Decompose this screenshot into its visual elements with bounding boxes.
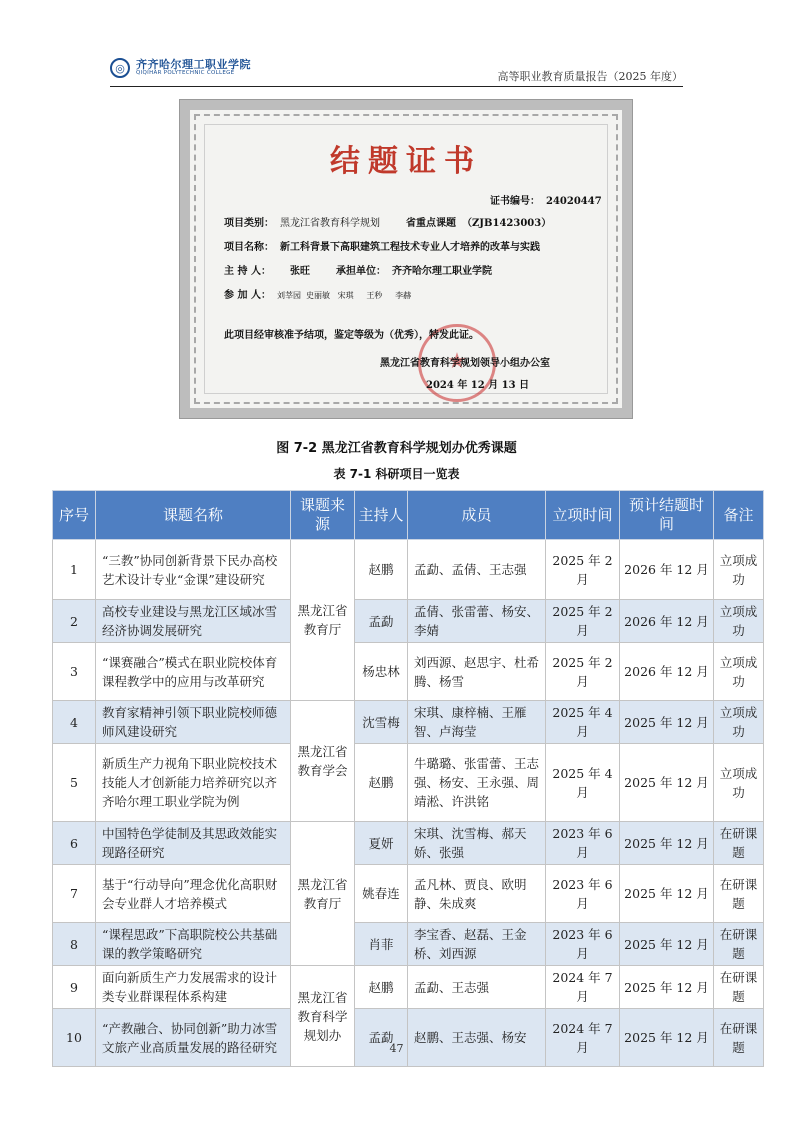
cell-title: 高校专业建设与黑龙江区域冰雪经济协调发展研究 bbox=[96, 600, 291, 643]
cell-source: 黑龙江省教育厅 bbox=[291, 822, 355, 966]
cell-note: 立项成功 bbox=[714, 600, 764, 643]
certificate-body-text: 此项目经审核准予结项，鉴定等级为（优秀），特发此证。 bbox=[224, 330, 479, 341]
cell-members: 孟勐、王志强 bbox=[408, 966, 546, 1009]
cell-host: 夏妍 bbox=[355, 822, 408, 865]
cell-members: 宋琪、沈雪梅、郝天娇、张强 bbox=[408, 822, 546, 865]
table-row bbox=[53, 600, 764, 643]
cell-title: 中国特色学徒制及其思政效能实现路径研究 bbox=[96, 822, 291, 865]
cell-title: “三教”协同创新背景下民办高校艺术设计专业“金课”建设研究 bbox=[96, 540, 291, 600]
cell-no: 9 bbox=[53, 966, 96, 1009]
header-members: 成员 bbox=[408, 491, 546, 540]
category-value: 黑龙江省教育科学规划 bbox=[280, 218, 380, 229]
cell-members: 孟倩、张雷蕾、杨安、李婧 bbox=[408, 600, 546, 643]
cell-host: 沈雪梅 bbox=[355, 701, 408, 744]
header-divider bbox=[110, 86, 683, 87]
header-host: 主持人 bbox=[355, 491, 408, 540]
key-project-label: 省重点课题 bbox=[406, 218, 456, 229]
cell-members: 刘西源、赵思宇、杜希腾、杨雪 bbox=[408, 643, 546, 701]
cell-members: 孟凡林、贾良、欧明静、朱成爽 bbox=[408, 865, 546, 923]
figure-caption: 图 7-2 黑龙江省教育科学规划办优秀课题 bbox=[276, 441, 517, 456]
cell-host: 赵鹏 bbox=[355, 744, 408, 822]
table-row bbox=[53, 744, 764, 822]
cell-no: 5 bbox=[53, 744, 96, 822]
cell-source: 黑龙江省教育学会 bbox=[291, 701, 355, 822]
cell-start: 2023 年 6 月 bbox=[546, 865, 620, 923]
cell-title: “课赛融合”模式在职业院校体育课程教学中的应用与改革研究 bbox=[96, 643, 291, 701]
logo-chinese-name: 齐齐哈尔理工职业学院 bbox=[136, 58, 251, 72]
certificate-host-row bbox=[224, 262, 492, 277]
cell-end: 2025 年 12 月 bbox=[620, 966, 714, 1009]
table-row bbox=[53, 865, 764, 923]
cell-note: 立项成功 bbox=[714, 701, 764, 744]
cell-note: 立项成功 bbox=[714, 540, 764, 600]
cell-title: 教育家精神引领下职业院校师德师风建设研究 bbox=[96, 701, 291, 744]
cell-no: 7 bbox=[53, 865, 96, 923]
page-header bbox=[110, 56, 683, 86]
college-emblem-icon: ◎ bbox=[110, 58, 130, 78]
table-row bbox=[53, 822, 764, 865]
header-no: 序号 bbox=[53, 491, 96, 540]
cell-note: 立项成功 bbox=[714, 744, 764, 822]
key-project-code: （ZJB1423003） bbox=[462, 218, 552, 229]
cell-members: 孟勐、孟倩、王志强 bbox=[408, 540, 546, 600]
report-title: 高等职业教育质量报告（2025 年度） bbox=[497, 70, 683, 83]
college-logo bbox=[110, 58, 251, 78]
cell-start: 2025 年 2 月 bbox=[546, 600, 620, 643]
cell-end: 2026 年 12 月 bbox=[620, 540, 714, 600]
cell-note: 立项成功 bbox=[714, 643, 764, 701]
cell-start: 2023 年 6 月 bbox=[546, 822, 620, 865]
page-number: 47 bbox=[389, 1042, 404, 1055]
certificate-participants-row bbox=[224, 286, 411, 301]
cell-source: 黑龙江省教育科学规划办 bbox=[291, 966, 355, 1067]
cell-title: 新质生产力视角下职业院校技术技能人才创新能力培养研究以齐齐哈尔理工职业学院为例 bbox=[96, 744, 291, 822]
cell-members: 宋琪、康梓楠、王雁智、卢海莹 bbox=[408, 701, 546, 744]
cell-host: 姚春连 bbox=[355, 865, 408, 923]
cell-start: 2025 年 2 月 bbox=[546, 643, 620, 701]
cell-note: 在研课题 bbox=[714, 1009, 764, 1067]
table-header-row bbox=[53, 491, 764, 540]
cell-no: 1 bbox=[53, 540, 96, 600]
cell-no: 4 bbox=[53, 701, 96, 744]
host-label: 主 持 人： bbox=[224, 266, 271, 277]
table-row bbox=[53, 701, 764, 744]
certificate-title: 结题证书 bbox=[330, 144, 482, 179]
cell-host: 孟勐 bbox=[355, 600, 408, 643]
table-row bbox=[53, 643, 764, 701]
cell-title: 面向新质生产力发展需求的设计类专业群课程体系构建 bbox=[96, 966, 291, 1009]
certificate-number bbox=[490, 192, 602, 207]
cell-start: 2024 年 7 月 bbox=[546, 1009, 620, 1067]
cell-end: 2025 年 12 月 bbox=[620, 822, 714, 865]
cell-end: 2025 年 12 月 bbox=[620, 744, 714, 822]
unit-value: 齐齐哈尔理工职业学院 bbox=[392, 266, 492, 277]
header-note: 备注 bbox=[714, 491, 764, 540]
header-title: 课题名称 bbox=[96, 491, 291, 540]
certificate-issuer: 黑龙江省教育科学规划领导小组办公室 bbox=[380, 358, 550, 369]
cell-members: 牛璐璐、张雷蕾、王志强、杨安、王永强、周靖淞、许洪铭 bbox=[408, 744, 546, 822]
table-caption: 表 7-1 科研项目一览表 bbox=[333, 467, 460, 481]
certificate-number-value: 24020447 bbox=[546, 196, 602, 207]
cell-note: 在研课题 bbox=[714, 966, 764, 1009]
header-start: 立项时间 bbox=[546, 491, 620, 540]
certificate-name-row bbox=[224, 238, 540, 253]
cell-host: 肖菲 bbox=[355, 923, 408, 966]
cell-host: 赵鹏 bbox=[355, 540, 408, 600]
cell-members: 赵鹏、王志强、杨安 bbox=[408, 1009, 546, 1067]
cell-start: 2023 年 6 月 bbox=[546, 923, 620, 966]
cell-start: 2025 年 2 月 bbox=[546, 540, 620, 600]
certificate-image bbox=[180, 100, 632, 418]
cell-members: 李宝香、赵磊、王金桥、刘西源 bbox=[408, 923, 546, 966]
project-name-value: 新工科背景下高职建筑工程技术专业人才培养的改革与实践 bbox=[280, 242, 540, 253]
cell-start: 2024 年 7 月 bbox=[546, 966, 620, 1009]
certificate-number-label: 证书编号： bbox=[490, 196, 540, 207]
logo-english-name: QIQIHAR POLYTECHNIC COLLEGE bbox=[136, 70, 235, 77]
cell-title: “课程思政”下高职院校公共基础课的教学策略研究 bbox=[96, 923, 291, 966]
unit-label: 承担单位： bbox=[336, 266, 386, 277]
cell-start: 2025 年 4 月 bbox=[546, 744, 620, 822]
table-row bbox=[53, 966, 764, 1009]
cell-no: 8 bbox=[53, 923, 96, 966]
header-source: 课题来源 bbox=[291, 491, 355, 540]
participants-label: 参 加 人： bbox=[224, 290, 271, 301]
certificate-category-row bbox=[224, 214, 551, 229]
research-projects-table bbox=[52, 490, 764, 1067]
cell-source: 黑龙江省教育厅 bbox=[291, 540, 355, 701]
certificate-date: 2024 年 12 月 13 日 bbox=[426, 380, 530, 391]
cell-end: 2025 年 12 月 bbox=[620, 865, 714, 923]
cell-start: 2025 年 4 月 bbox=[546, 701, 620, 744]
cell-note: 在研课题 bbox=[714, 822, 764, 865]
category-label: 项目类别： bbox=[224, 218, 274, 229]
table-row bbox=[53, 1009, 764, 1067]
cell-no: 6 bbox=[53, 822, 96, 865]
table-row bbox=[53, 923, 764, 966]
cell-no: 3 bbox=[53, 643, 96, 701]
project-name-label: 项目名称： bbox=[224, 242, 274, 253]
cell-note: 在研课题 bbox=[714, 865, 764, 923]
host-value: 张旺 bbox=[290, 266, 310, 277]
cell-end: 2026 年 12 月 bbox=[620, 643, 714, 701]
table-row bbox=[53, 540, 764, 600]
cell-title: 基于“行动导向”理念优化高职财会专业群人才培养模式 bbox=[96, 865, 291, 923]
cell-no: 10 bbox=[53, 1009, 96, 1067]
cell-host: 杨忠林 bbox=[355, 643, 408, 701]
cell-note: 在研课题 bbox=[714, 923, 764, 966]
cell-end: 2025 年 12 月 bbox=[620, 1009, 714, 1067]
cell-end: 2026 年 12 月 bbox=[620, 600, 714, 643]
cell-host: 赵鹏 bbox=[355, 966, 408, 1009]
cell-title: “产教融合、协同创新”助力冰雪文旅产业高质量发展的路径研究 bbox=[96, 1009, 291, 1067]
cell-end: 2025 年 12 月 bbox=[620, 923, 714, 966]
header-end: 预计结题时间 bbox=[620, 491, 714, 540]
cell-no: 2 bbox=[53, 600, 96, 643]
cell-host: 孟勐 bbox=[355, 1009, 408, 1067]
cell-end: 2025 年 12 月 bbox=[620, 701, 714, 744]
participants-value: 刘莘园 史丽敏 宋琪 王秒 李赫 bbox=[276, 291, 412, 300]
